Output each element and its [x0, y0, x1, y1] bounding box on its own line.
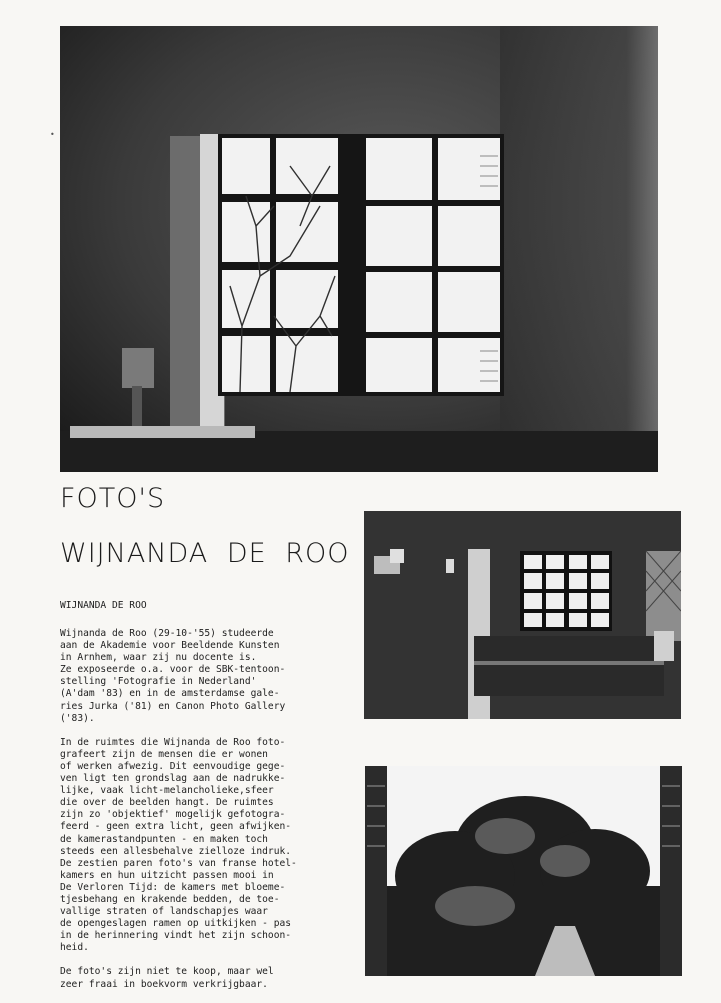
section-title: FOTO'S — [60, 483, 166, 514]
text-line: (A'dam '83) en in de amsterdamse gale- — [60, 688, 280, 700]
text-line: de opengeslagen ramen op uitkijken - pas — [60, 918, 292, 930]
text-line: Wijnanda de Roo (29-10-'55) studeerde — [60, 628, 274, 639]
photo-hotel-room-image — [364, 511, 681, 719]
paragraph-availability — [60, 966, 360, 990]
text-line: lijke, vaak licht-melancholieke,sfeer — [60, 785, 274, 797]
photo-garden-view-image — [365, 766, 682, 976]
text-line: De Verloren Tijd: de kamers met bloeme- — [60, 881, 286, 893]
text-line: feerd - geen extra licht, geen afwijken- — [60, 821, 292, 833]
photo-window-interior — [60, 26, 658, 472]
text-line: in Arnhem, waar zij nu docente is. — [60, 652, 257, 664]
text-line: tjesbehang en krakende bedden, de toe- — [60, 893, 280, 905]
text-line: aan de Akademie voor Beeldende Kunsten — [60, 640, 280, 652]
paragraph-description — [60, 737, 360, 955]
text-line: ('83). — [60, 712, 95, 724]
text-line: of werken afwezig. Dit eenvoudige gege- — [60, 760, 286, 772]
photo-window-interior-image — [60, 26, 658, 472]
text-line: zijn zo 'objektief' mogelijk gefotogra- — [60, 809, 286, 821]
text-line: De zestien paren foto's van franse hotel- — [60, 857, 297, 869]
photo-hotel-room — [364, 511, 681, 719]
photo-garden-view — [365, 766, 682, 976]
photographer-title: WIJNANDA DE ROO — [60, 538, 350, 569]
text-line: zeer fraai in boekvorm verkrijgbaar. — [60, 978, 268, 990]
text-line: die over de beelden hangt. De ruimtes — [60, 797, 274, 809]
text-line: stelling 'Fotografie in Nederland' — [60, 676, 257, 688]
text-line: kamers en hun uitzicht passen mooi in — [60, 869, 274, 881]
text-line: vallige straten of landschapjes waar — [60, 906, 268, 918]
text-line: heid. — [60, 942, 89, 954]
text-line: De foto's zijn niet te koop, maar wel — [60, 966, 274, 978]
text-line: grafeert zijn de mensen die er wonen — [60, 748, 268, 760]
text-line: ries Jurka ('81) en Canon Photo Gallery — [60, 700, 286, 712]
text-line: de kamerastandpunten - en maken toch — [60, 833, 268, 845]
text-line: steeds een allesbehalve zielloze indruk. — [60, 845, 292, 857]
scan-mark: • — [50, 130, 55, 139]
paragraph-bio — [60, 628, 360, 725]
text-line: ven ligt ten grondslag aan de nadrukke- — [60, 773, 286, 785]
article-body — [60, 628, 360, 1003]
text-line: Ze exposeerde o.a. voor de SBK-tentoon- — [60, 664, 286, 676]
text-line: In de ruimtes die Wijnanda de Roo foto- — [60, 736, 286, 748]
article-byline: WIJNANDA DE ROO — [60, 600, 147, 611]
text-line: in de herinnering vindt het zijn schoon- — [60, 930, 292, 942]
